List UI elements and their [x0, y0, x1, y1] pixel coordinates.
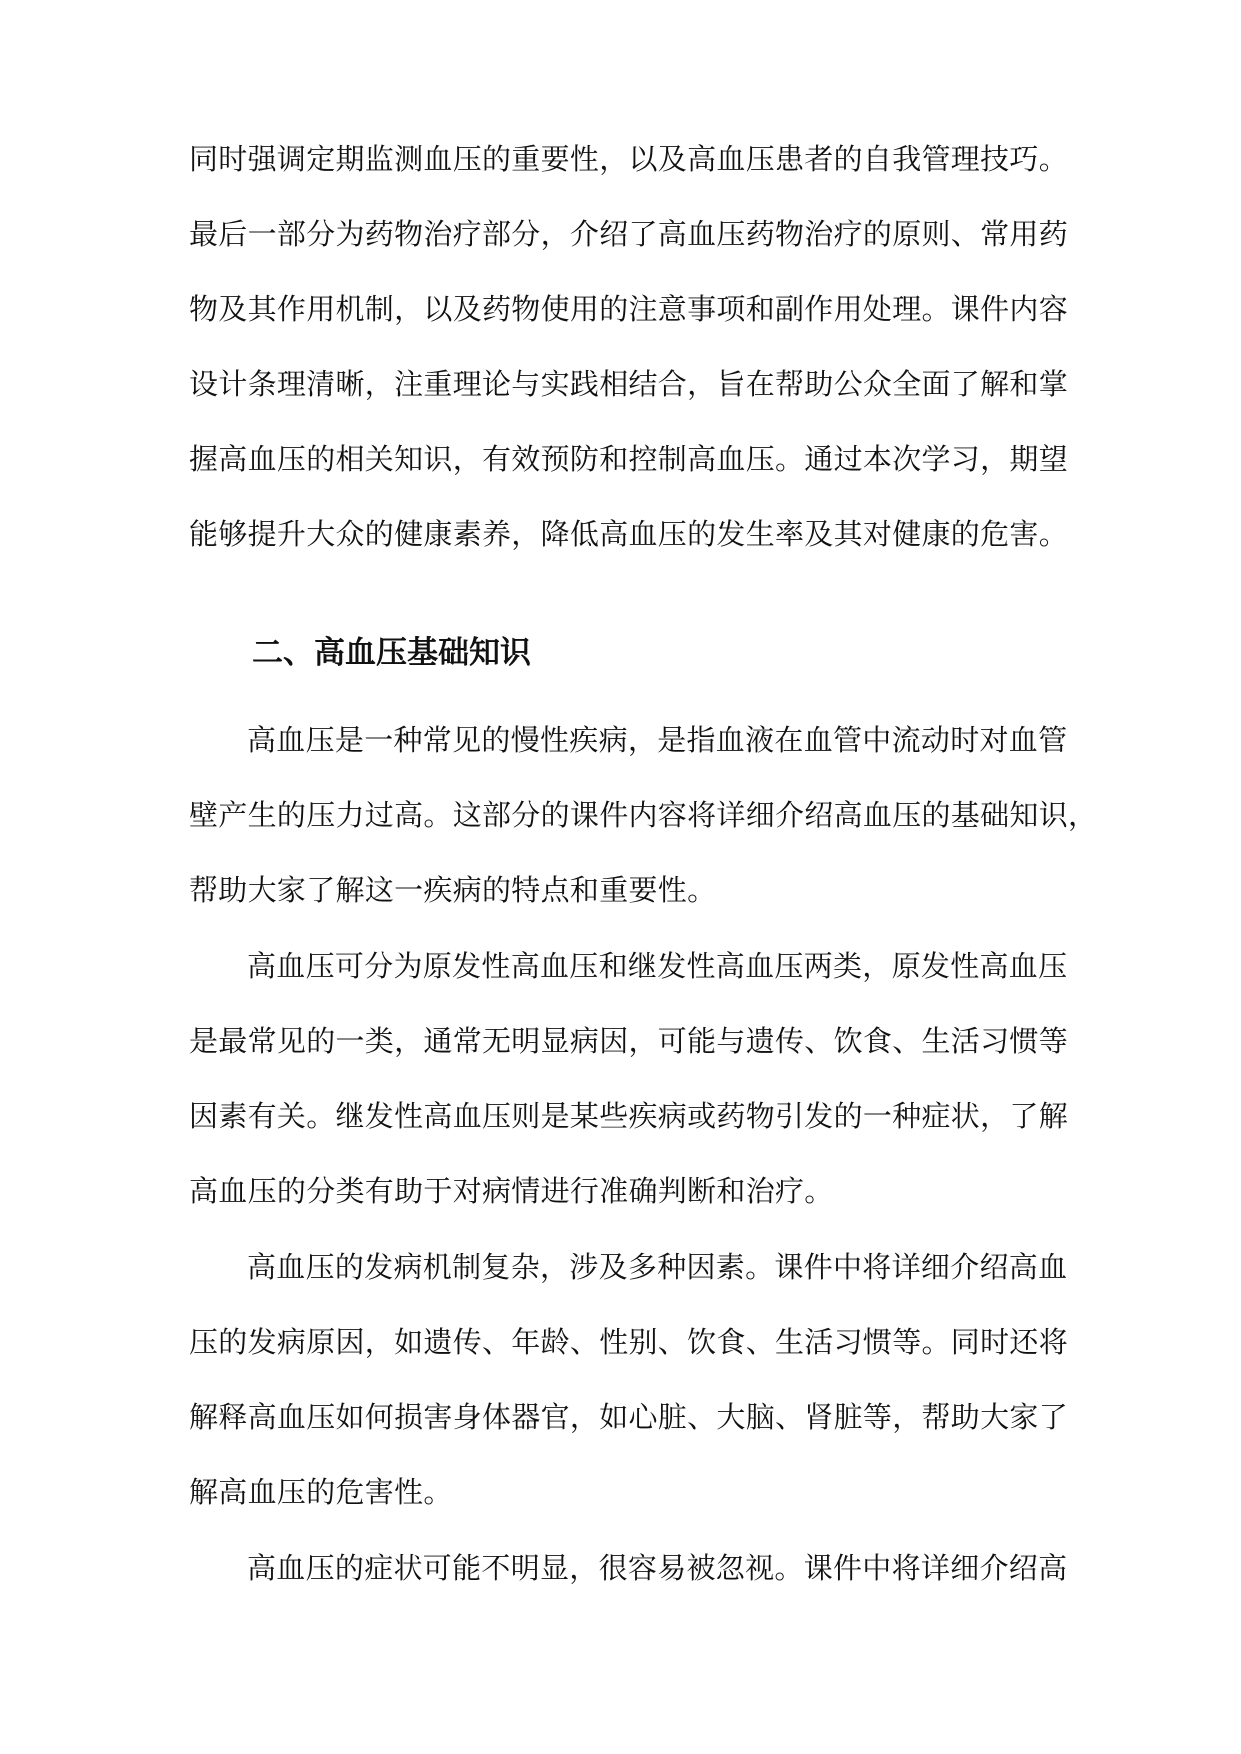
text-line: 帮助大家了解这一疾病的特点和重要性。: [189, 873, 717, 907]
text-line: 高血压的症状可能不明显，很容易被忽视。课件中将详细介绍高: [247, 1551, 1068, 1585]
text-line: 压的发病原因，如遗传、年龄、性别、饮食、生活习惯等。同时还将: [189, 1325, 1069, 1359]
text-line: 物及其作用机制，以及药物使用的注意事项和副作用处理。课件内容: [189, 292, 1069, 326]
text-line: 解高血压的危害性。: [189, 1475, 453, 1509]
section-heading: 二、高血压基础知识: [252, 635, 531, 671]
text-line: 高血压可分为原发性高血压和继发性高血压两类，原发性高血压: [247, 949, 1068, 983]
text-line: 最后一部分为药物治疗部分，介绍了高血压药物治疗的原则、常用药: [189, 217, 1069, 251]
text-line: 壁产生的压力过高。这部分的课件内容将详细介绍高血压的基础知识，: [189, 798, 1098, 832]
text-line: 是最常见的一类，通常无明显病因，可能与遗传、饮食、生活习惯等: [189, 1024, 1069, 1058]
text-line: 能够提升大众的健康素养，降低高血压的发生率及其对健康的危害。: [189, 517, 1069, 551]
text-line: 同时强调定期监测血压的重要性，以及高血压患者的自我管理技巧。: [189, 142, 1069, 176]
text-line: 因素有关。继发性高血压则是某些疾病或药物引发的一种症状，了解: [189, 1099, 1069, 1133]
text-line: 高血压是一种常见的慢性疾病，是指血液在血管中流动时对血管: [247, 723, 1068, 757]
text-line: 解释高血压如何损害身体器官，如心脏、大脑、肾脏等，帮助大家了: [189, 1400, 1069, 1434]
text-line: 高血压的分类有助于对病情进行准确判断和治疗。: [189, 1174, 834, 1208]
text-line: 高血压的发病机制复杂，涉及多种因素。课件中将详细介绍高血: [247, 1250, 1068, 1284]
text-line: 握高血压的相关知识，有效预防和控制高血压。通过本次学习，期望: [189, 442, 1069, 476]
text-line: 设计条理清晰，注重理论与实践相结合，旨在帮助公众全面了解和掌: [189, 367, 1069, 401]
